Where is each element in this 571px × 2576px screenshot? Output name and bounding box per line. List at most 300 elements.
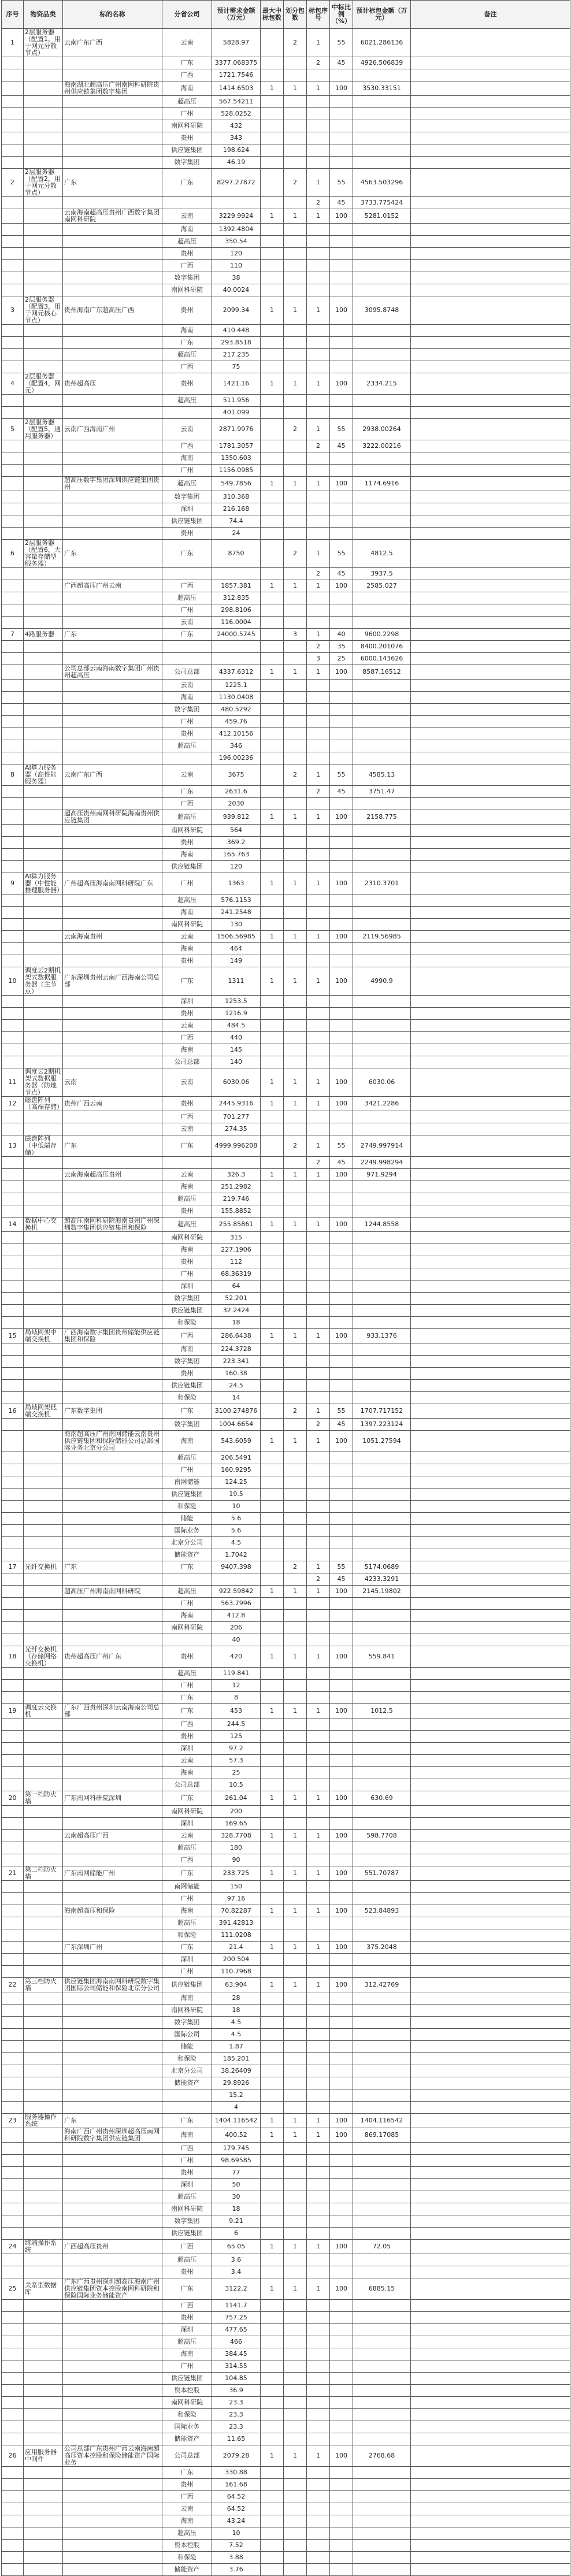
cell-sub-company: 广东 [162, 169, 212, 197]
cell-share [330, 349, 353, 361]
cell-max-bids [261, 1293, 284, 1305]
cell-share [330, 1966, 353, 1978]
cell-category [24, 907, 63, 919]
cell-share [330, 1954, 353, 1966]
cell-share [330, 69, 353, 81]
cell-split [284, 1305, 307, 1317]
cell-amount [353, 1881, 411, 1893]
table-row [2, 837, 570, 849]
cell-demand: 326.3 [212, 1169, 261, 1181]
table-row [2, 2179, 570, 2191]
cell-section [63, 1525, 162, 1537]
table-row [2, 540, 570, 568]
cell-remark [411, 2053, 570, 2065]
cell-max-bids: 1 [261, 1097, 284, 1111]
cell-no [2, 568, 24, 580]
cell-split [284, 132, 307, 144]
cell-no [2, 1668, 24, 1680]
cell-section [63, 1419, 162, 1431]
cell-category [24, 1280, 63, 1293]
cell-remark [411, 955, 570, 967]
cell-amount [353, 2102, 411, 2114]
cell-share [330, 260, 353, 272]
cell-share: 100 [330, 665, 353, 680]
cell-split [284, 1893, 307, 1905]
table-row [2, 120, 570, 132]
cell-demand: 328.7708 [212, 1830, 261, 1842]
cell-remark [411, 798, 570, 810]
cell-split [284, 224, 307, 236]
cell-amount [353, 919, 411, 931]
cell-split: 1 [284, 1905, 307, 1917]
cell-amount [353, 1622, 411, 1634]
cell-category [24, 2155, 63, 2167]
cell-no [2, 1123, 24, 1135]
cell-pkg-no [307, 1622, 330, 1634]
cell-demand: 343 [212, 132, 261, 144]
table-row [2, 1992, 570, 2005]
cell-pkg-no: 1 [307, 764, 330, 786]
cell-sub-company: 海南 [162, 452, 212, 465]
cell-no [2, 1731, 24, 1743]
cell-max-bids: 1 [261, 967, 284, 996]
table-row [2, 1111, 570, 1123]
cell-sub-company: 广东 [162, 629, 212, 641]
cell-pkg-no: 1 [307, 477, 330, 491]
cell-max-bids [261, 955, 284, 967]
cell-remark [411, 1343, 570, 1356]
cell-split [284, 2053, 307, 2065]
cell-section [63, 349, 162, 361]
cell-section [63, 680, 162, 692]
cell-remark [411, 1111, 570, 1123]
cell-remark [411, 1476, 570, 1489]
cell-share: 100 [330, 1169, 353, 1181]
cell-no: 12 [2, 1097, 24, 1111]
cell-split [284, 2433, 307, 2445]
cell-split: 1 [284, 2278, 307, 2300]
cell-no [2, 361, 24, 373]
cell-split [284, 1032, 307, 1044]
cell-amount: 72.05 [353, 2240, 411, 2254]
table-row [2, 1854, 570, 1866]
cell-category [24, 465, 63, 477]
cell-section [63, 617, 162, 629]
cell-split [284, 69, 307, 81]
cell-sub-company: 云南 [162, 764, 212, 786]
cell-demand: 5828.97 [212, 29, 261, 57]
cell-max-bids: 1 [261, 810, 284, 825]
cell-sub-company: 贵州 [162, 248, 212, 260]
cell-sub-company: 供应链集团 [162, 2228, 212, 2240]
cell-demand: 64.52 [212, 2503, 261, 2515]
cell-remark [411, 704, 570, 716]
cell-category [24, 2065, 63, 2077]
cell-sub-company: 广西 [162, 1329, 212, 1343]
cell-sub-company: 广东 [162, 2114, 212, 2128]
table-row [2, 284, 570, 296]
cell-remark [411, 1356, 570, 1368]
cell-split [284, 704, 307, 716]
cell-pkg-no [307, 955, 330, 967]
cell-category [24, 2373, 63, 2385]
cell-demand: 36.9 [212, 2385, 261, 2397]
cell-max-bids [261, 1380, 284, 1392]
cell-split [284, 1280, 307, 1293]
cell-share [330, 1452, 353, 1464]
cell-no [2, 1489, 24, 1501]
cell-amount [353, 798, 411, 810]
cell-max-bids [261, 1135, 284, 1157]
cell-section [63, 716, 162, 728]
cell-share [330, 2360, 353, 2373]
table-row [2, 477, 570, 491]
cell-no [2, 1232, 24, 1244]
cell-category [24, 395, 63, 407]
cell-split [284, 2515, 307, 2527]
cell-share: 55 [330, 419, 353, 440]
cell-demand [212, 197, 261, 209]
cell-remark [411, 996, 570, 1008]
cell-no [2, 1032, 24, 1044]
cell-max-bids [261, 568, 284, 580]
cell-remark [411, 894, 570, 907]
cell-share [330, 1464, 353, 1476]
cell-sub-company: 广州 [162, 873, 212, 894]
cell-no [2, 1244, 24, 1256]
cell-split [284, 1537, 307, 1549]
cell-remark [411, 568, 570, 580]
cell-pkg-no [307, 1356, 330, 1368]
cell-amount [353, 2348, 411, 2360]
cell-pkg-no [307, 1268, 330, 1280]
cell-max-bids [261, 996, 284, 1008]
cell-sub-company: 超高压 [162, 2527, 212, 2540]
cell-section [63, 1008, 162, 1020]
cell-category [24, 1256, 63, 1268]
cell-remark [411, 1854, 570, 1866]
cell-no: 1 [2, 29, 24, 57]
table-row [2, 2017, 570, 2029]
cell-max-bids [261, 57, 284, 69]
cell-sub-company: 海南 [162, 1343, 212, 1356]
cell-share [330, 604, 353, 617]
cell-demand: 453 [212, 1704, 261, 1718]
cell-demand: 8297.27872 [212, 169, 261, 197]
cell-sub-company: 超高压 [162, 96, 212, 108]
cell-no [2, 2433, 24, 2445]
cell-category [24, 1431, 63, 1452]
cell-no [2, 861, 24, 873]
cell-share [330, 919, 353, 931]
cell-no [2, 248, 24, 260]
cell-no [2, 2215, 24, 2228]
cell-section: 广州超高压海南南网科研院广东 [63, 873, 162, 894]
cell-no [2, 919, 24, 931]
cell-category [24, 2385, 63, 2397]
cell-amount [353, 861, 411, 873]
cell-amount: 2749.997914 [353, 1135, 411, 1157]
cell-split [284, 2564, 307, 2576]
cell-sub-company: 南网储能 [162, 1881, 212, 1893]
cell-demand: 1225.1 [212, 680, 261, 692]
cell-demand: 14 [212, 1392, 261, 1404]
cell-max-bids: 1 [261, 1866, 284, 1881]
cell-demand: 3229.9924 [212, 209, 261, 224]
cell-sub-company: 广西 [162, 580, 212, 592]
cell-category [24, 1893, 63, 1905]
cell-remark [411, 1573, 570, 1586]
table-row [2, 1881, 570, 1893]
cell-pkg-no [307, 2433, 330, 2445]
cell-split [284, 1525, 307, 1537]
cell-pkg-no [307, 1392, 330, 1404]
cell-split [284, 1193, 307, 1205]
cell-amount [353, 2552, 411, 2564]
cell-pkg-no [307, 2491, 330, 2503]
table-row [2, 1942, 570, 1954]
cell-sub-company: 公司总部 [162, 1056, 212, 1068]
cell-amount [353, 2385, 411, 2397]
cell-max-bids [261, 325, 284, 337]
cell-demand: 38 [212, 272, 261, 284]
cell-category [24, 1755, 63, 1767]
cell-pkg-no [307, 1111, 330, 1123]
cell-share [330, 1767, 353, 1779]
cell-no [2, 349, 24, 361]
cell-section [63, 1881, 162, 1893]
cell-pkg-no [307, 2552, 330, 2564]
cell-amount: 375.2048 [353, 1942, 411, 1954]
cell-category: 第一档防火墙 [24, 1791, 63, 1806]
cell-section [63, 503, 162, 515]
cell-pkg-no: 1 [307, 2128, 330, 2143]
cell-remark [411, 1905, 570, 1917]
cell-max-bids [261, 1755, 284, 1767]
cell-demand: 224.3728 [212, 1343, 261, 1356]
table-row [2, 1929, 570, 1942]
cell-amount [353, 1356, 411, 1368]
cell-demand: 200 [212, 1806, 261, 1818]
cell-category [24, 580, 63, 592]
cell-sub-company: 超高压 [162, 236, 212, 248]
cell-split [284, 2312, 307, 2324]
cell-share [330, 2155, 353, 2167]
table-row [2, 1169, 570, 1181]
cell-share: 100 [330, 1329, 353, 1343]
cell-category [24, 1692, 63, 1704]
cell-sub-company: 广西 [162, 2491, 212, 2503]
cell-section [63, 1157, 162, 1169]
cell-amount: 2938.00264 [353, 419, 411, 440]
cell-sub-company: 贵州 [162, 1368, 212, 1380]
cell-section: 广东深圳贵州云南广西海南公司总部 [63, 967, 162, 996]
table-row [2, 1646, 570, 1668]
cell-section [63, 1111, 162, 1123]
cell-no [2, 1452, 24, 1464]
cell-split [284, 349, 307, 361]
cell-max-bids [261, 2102, 284, 2114]
cell-section [63, 452, 162, 465]
cell-sub-company [162, 1634, 212, 1646]
cell-category [24, 665, 63, 680]
cell-no [2, 260, 24, 272]
cell-section [63, 2005, 162, 2017]
cell-share [330, 2266, 353, 2278]
cell-section [63, 1767, 162, 1779]
cell-share [330, 1537, 353, 1549]
cell-no: 19 [2, 1704, 24, 1718]
cell-remark [411, 1218, 570, 1232]
cell-sub-company: 广东 [162, 2278, 212, 2300]
cell-category [24, 1356, 63, 1368]
cell-share [330, 1806, 353, 1818]
table-row [2, 1305, 570, 1317]
cell-max-bids [261, 2479, 284, 2491]
table-row [2, 395, 570, 407]
cell-section [63, 157, 162, 169]
cell-share: 100 [330, 1431, 353, 1452]
cell-max-bids [261, 1392, 284, 1404]
cell-split: 1 [284, 1978, 307, 1992]
table-row [2, 108, 570, 120]
cell-no [2, 1779, 24, 1791]
cell-amount [353, 1917, 411, 1929]
cell-demand: 11.65 [212, 2433, 261, 2445]
cell-pkg-no [307, 528, 330, 540]
cell-max-bids [261, 849, 284, 861]
cell-share [330, 1044, 353, 1056]
cell-section [63, 1181, 162, 1193]
cell-split [284, 1464, 307, 1476]
cell-amount [353, 1464, 411, 1476]
cell-category [24, 943, 63, 955]
cell-category [24, 641, 63, 653]
cell-max-bids [261, 764, 284, 786]
cell-max-bids [261, 1634, 284, 1646]
cell-no [2, 1111, 24, 1123]
cell-pkg-no [307, 2479, 330, 2491]
cell-max-bids [261, 248, 284, 260]
cell-sub-company: 公司总部 [162, 1779, 212, 1791]
cell-demand: 477.65 [212, 2324, 261, 2336]
cell-max-bids [261, 1256, 284, 1268]
cell-split: 3 [284, 629, 307, 641]
cell-section: 海南超高压广州南网储能云南贵州供应链集团和保险储能公司总部国际业务北京分公司 [63, 1431, 162, 1452]
cell-no [2, 1818, 24, 1830]
cell-remark [411, 810, 570, 825]
table-row [2, 2128, 570, 2143]
cell-split [284, 641, 307, 653]
cell-split [284, 2179, 307, 2191]
cell-remark [411, 849, 570, 861]
cell-remark [411, 1068, 570, 1097]
cell-amount [353, 2409, 411, 2421]
cell-share [330, 1818, 353, 1830]
cell-section [63, 2102, 162, 2114]
cell-no [2, 907, 24, 919]
cell-sub-company: 广西 [162, 1718, 212, 1731]
cell-no [2, 1193, 24, 1205]
table-row [2, 1056, 570, 1068]
table-row [2, 1431, 570, 1452]
table-row [2, 2240, 570, 2254]
cell-category [24, 1966, 63, 1978]
cell-demand: 64.52 [212, 2491, 261, 2503]
cell-category [24, 1157, 63, 1169]
cell-split [284, 2527, 307, 2540]
cell-share [330, 861, 353, 873]
cell-split [284, 1806, 307, 1818]
cell-remark [411, 1966, 570, 1978]
cell-no: 23 [2, 2114, 24, 2128]
cell-amount [353, 1929, 411, 1942]
cell-sub-company [162, 568, 212, 580]
cell-no: 26 [2, 2445, 24, 2467]
table-row [2, 224, 570, 236]
table-row [2, 2077, 570, 2089]
cell-amount: 3530.33151 [353, 81, 411, 96]
table-row [2, 764, 570, 786]
cell-remark [411, 786, 570, 798]
cell-max-bids [261, 169, 284, 197]
cell-amount [353, 1818, 411, 1830]
cell-no [2, 1056, 24, 1068]
cell-pkg-no [307, 465, 330, 477]
cell-section: 广西超高压贵州 [63, 2240, 162, 2254]
cell-remark [411, 419, 570, 440]
cell-max-bids [261, 157, 284, 169]
cell-sub-company: 和保险 [162, 2409, 212, 2421]
cell-remark [411, 2540, 570, 2552]
cell-category [24, 2312, 63, 2324]
cell-category [24, 1205, 63, 1218]
cell-amount [353, 2077, 411, 2089]
table-row [2, 1573, 570, 1586]
cell-demand: 46.19 [212, 157, 261, 169]
cell-section [63, 2077, 162, 2089]
cell-share [330, 1893, 353, 1905]
cell-split: 1 [284, 2240, 307, 2254]
table-row [2, 1668, 570, 1680]
cell-max-bids [261, 440, 284, 452]
cell-demand: 369.2 [212, 837, 261, 849]
cell-pkg-no [307, 248, 330, 260]
cell-share [330, 2491, 353, 2503]
cell-share: 100 [330, 2128, 353, 2143]
cell-no [2, 1392, 24, 1404]
cell-share [330, 515, 353, 528]
cell-category [24, 568, 63, 580]
cell-remark [411, 452, 570, 465]
cell-category [24, 2515, 63, 2527]
cell-share [330, 1718, 353, 1731]
cell-max-bids: 1 [261, 1830, 284, 1842]
cell-demand: 3.6 [212, 2254, 261, 2266]
cell-sub-company: 超高压 [162, 477, 212, 491]
cell-category [24, 919, 63, 931]
cell-max-bids [261, 2191, 284, 2203]
cell-remark [411, 2312, 570, 2324]
cell-section: 云南海南超高压贵州广西数字集团南网科研院 [63, 209, 162, 224]
cell-no [2, 2077, 24, 2089]
cell-max-bids [261, 1881, 284, 1893]
cell-pkg-no [307, 503, 330, 515]
cell-max-bids [261, 1232, 284, 1244]
cell-split [284, 108, 307, 120]
cell-max-bids [261, 1193, 284, 1205]
table-row [2, 197, 570, 209]
